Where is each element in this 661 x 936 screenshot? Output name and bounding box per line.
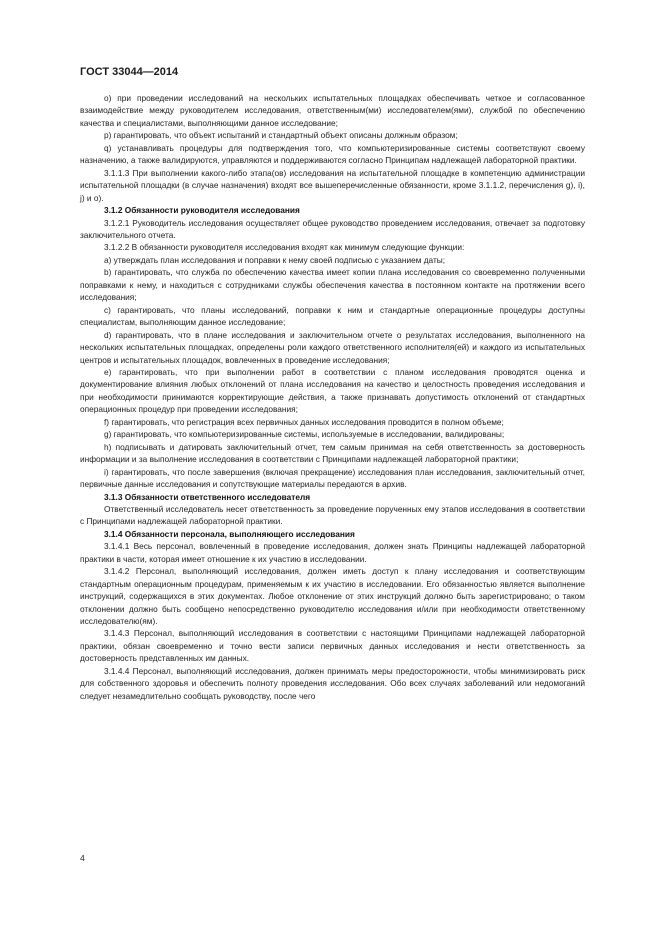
section-heading-3-1-2: 3.1.2 Обязанности руководителя исследования (104, 205, 300, 216)
paragraph-item-e: е) гарантировать, что при выполнении работ в соответствии с планом исследования проводятся оценка и документирование влияния любых отклонений от плана исследования на качество и целостность проведения исследования и при необходимости принимаются корректирующие действия, а также признавать допустимость отклонений от стандартных операционных процедур при проведении исследования; (80, 366, 585, 415)
paragraph-item-d: d) гарантировать, что в плане исследования и заключительном отчете о результатах исследования, выполненного на нескольких испытательных площадках, определены роли каждого ответственного исполнителя(ей) и каждого из испытательных центров и испытательных площадок, вовлеченных в проведение исследования; (80, 329, 585, 365)
paragraph-item-o: о) при проведении исследований на нескольких испытательных площадках обеспечивать четкое и согласованное взаимодействие между руководителем исследования, ответственным(ми) исследователем(ями), службой по обеспечению качества и специалистами, выполняющими данное исследование; (80, 93, 585, 128)
paragraph-item-i: i) гарантировать, что после завершения (включая прекращение) исследования план исследования, заключительный отчет, первичные данные исследования и сопутствующие материалы передаются в архив. (80, 466, 585, 490)
paragraph-item-b: b) гарантировать, что служба по обеспечению качества имеет копии плана исследования со своевременно полученными поправками к нему, и находиться с сотрудниками службы обеспечения качества в постоянном контакте на протяжении всего исследования; (80, 267, 585, 303)
paragraph-item-g: g) гарантировать, что компьютеризированные системы, используемые в исследовании, валидированы; (104, 429, 505, 440)
section-heading-3-1-3: 3.1.3 Обязанности ответственного исследователя (104, 491, 311, 502)
paragraph-3-1-2-1: 3.1.2.1 Руководитель исследования осуществляет общее руководство проведением исследования, отвечает за подготовку заключительного отчета. (80, 217, 585, 240)
document-header-title: ГОСТ 33044—2014 (80, 66, 179, 78)
paragraph-item-h: h) подписывать и датировать заключительный отчет, тем самым принимая на себя ответственность за достоверность информации и за выполнение исследования в соответствии с Принципами надлежащей лабораторной практики; (80, 441, 585, 465)
paragraph-3-1-3-text: Ответственный исследователь несет ответственность за проведение порученных ему этапов исследования в соответствии с Принципами надлежащей лабораторной практики. (80, 503, 585, 527)
paragraph-3-1-4-1: 3.1.4.1 Весь персонал, вовлеченный в проведение исследования, должен знать Принципы надлежащей лабораторной практики в части, которая имеет отношение к их участию в исследовании. (80, 541, 585, 564)
page-number: 4 (80, 853, 85, 863)
paragraph-item-f: f) гарантировать, что регистрация всех первичных данных исследования проводится в полном объеме; (104, 416, 504, 427)
paragraph-3-1-4-3: 3.1.4.3 Персонал, выполняющий исследования в соответствии с настоящими Принципами надлежащей лабораторной практики, обязан своевременно и точно вести записи первичных данных исследования и нести ответственность за достоверность представленных им данных. (80, 628, 585, 664)
section-heading-3-1-4: 3.1.4 Обязанности персонала, выполняющего исследования (104, 528, 355, 539)
paragraph-item-c: с) гарантировать, что планы исследований, поправки к ним и стандартные операционные процедуры доступны специалистам, выполняющим данное исследование; (80, 304, 585, 328)
paragraph-item-p: р) гарантировать, что объект испытаний и стандартный объект описаны должным образом; (104, 130, 458, 141)
paragraph-3-1-1-3: 3.1.1.3 При выполнении какого-либо этапа(ов) исследования на испытательной площадке в компетенцию администрации испытательной площадки (в случае назначения) входят все вышеперечисленные обязанности, кроме 3.1.1.2, перечисления g), i), j) и о). (80, 167, 585, 203)
paragraph-3-1-4-4: 3.1.4.4 Персонал, выполняющий исследования, должен принимать меры предосторожности, чтобы минимизировать риск для собственного здоровья и обеспечить полноту проведения исследования. Обо всех случаях заболеваний или недомоганий следует незамедлительно сообщать руководству, после чего (80, 665, 585, 701)
paragraph-3-1-4-2: 3.1.4.2 Персонал, выполняющий исследования, должен иметь доступ к плану исследования и соответствующим стандартным операционным процедурам, применяемым к их участию в исследовании. Его обязанностью является выполнение инструкций, содержащихся в этих документах. Любое отклонение от этих инструкций должно быть зарегистрировано; о таком отклонении должно быть сообщено непосредственно руководителю исследования и/или при необходимости ответственному исследователю(ям). (80, 566, 585, 627)
paragraph-item-a: а) утверждать план исследования и поправки к нему своей подписью с указанием даты; (104, 254, 446, 265)
paragraph-3-1-2-2: 3.1.2.2 В обязанности руководителя исследования входят как минимум следующие функции: (104, 242, 465, 253)
paragraph-item-q: q) устанавливать процедуры для подтверждения того, что компьютеризированные системы соответствуют своему назначению, а также валидируются, управляются и поддерживаются согласно Принципам надлежащей лабораторной практики. (80, 142, 585, 166)
document-body (80, 92, 585, 702)
